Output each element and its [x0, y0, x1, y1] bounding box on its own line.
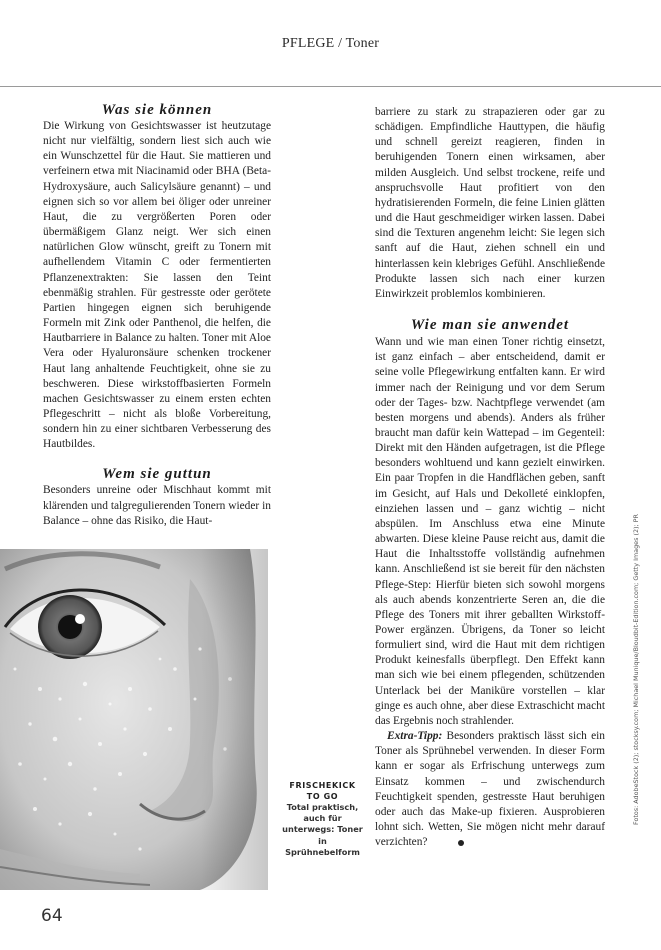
- paragraph-continued: barriere zu stark zu strapazieren oder gar zu schädigen. Empfindliche Hauttypen, die häufig und schnell gereizt reagieren, finden in beruhigenden Tonern einen wirksamen, aber milden Ausgleich. Und selbst trockene, reife und anspruchsvolle Haut profitiert von den hydratisierenden Formeln, die feine Linien glätten und die Haut geschmeidiger wirken lassen. Dabei sind die Texturen angenehm leicht: Sie legen sich sanft auf die Haut, ziehen schnell ein und hinterlassen kein klebriges Gefühl. Anschließende Produkte lassen sich nach einer kurzen Einwirkzeit problemlos kombinieren.: [375, 106, 605, 300]
- left-column: [43, 102, 271, 529]
- caption-text: Total praktisch, auch für unterwegs: Toner in Sprühnebelform: [282, 802, 363, 857]
- heading-wie-man-sie-anwendet: Wie man sie anwendet: [410, 317, 570, 334]
- extra-tipp-label: Extra-Tipp:: [387, 730, 443, 743]
- header-divider: [0, 86, 661, 87]
- caption-heading-line-2: TO GO: [306, 792, 339, 801]
- caption-heading-line-1: FRISCHEKICK: [289, 781, 356, 790]
- heading-wem-sie-guttun: Wem sie guttun: [102, 466, 212, 483]
- end-of-article-icon: [458, 840, 464, 846]
- paragraph-was-sie-koennen: Die Wirkung von Gesichtswasser ist heutzutage nicht nur vielfältig, sondern liest sich auch wie ein Wunschzettel für die Haut. Sie mattieren und verfeinern etwa mit Niacinamid oder BHA (Beta-Hydroxysäure, auch Salicylsäure genannt) – und eignen sich so vor allem bei öliger oder unreiner Haut, die zu vergrößerten Poren oder übermäßigem Glanz neigt. Wer sich einen natürlichen Glow wünscht, greift zu Tonern mit aufhellendem Vitamin C oder fermentierten Pflanzenextrakten: Sie lassen den Teint ebenmäßig strahlen. Für gestresste oder gerötete Partien hingegen eignen sich beruhigende Formeln mit Zink oder Panthenol, die helfen, die Hautbarriere in Balance zu halten. Toner mit Aloe Vera oder Hyaluronsäure schenken trockener Haut lang anhaltende Feuchtigkeit, ohne sie zu beschweren. Diese wirkstoffbasierten Formeln machen Gesichtswasser zu einem ersten echten Pflegeschritt – nicht als bloße Vorbereitung, sondern hin zu einer sichtbaren Verbesserung des Hautbildes.: [43, 120, 271, 451]
- page-header: [0, 0, 661, 88]
- paragraph-extra-tipp: [375, 729, 605, 850]
- photo-caption: [281, 780, 364, 858]
- paragraph-anwendung: Wann und wie man einen Toner richtig einsetzt, ist ganz einfach – aber entscheidend, damit er seine volle Pflegewirkung entfalten kann. Er wird immer nach der Reinigung und vor dem Serum oder der Tages- bzw. Nachtpflege verwendet (am besten morgens und abends). Anders als früher braucht man dafür kein Wattepad – im Gegenteil: Direkt mit den Händen aufgetragen, ist die Pflege besonders wohltuend und kann gezielt einwirken. Ein paar Tropfen in die Handflächen geben, sanft im Gesicht, auf Hals und Dekolleté einklopfen, einziehen lassen und – ganz wichtig – nicht abspülen. Im Anschluss etwa eine Minute abwarten. Diese kleine Pause reicht aus, damit die Haut die Inhaltsstoffe vollständig aufnehmen kann. Anschließend ist sie bereit für den nächsten Pflege-Step: Hierfür bieten sich sowohl morgens als auch abends konzentrierte Seren an, die die Pflege des Toners mit ihrer geballten Wirkstoff-Power ergänzen. Übrigens, da Toner so leicht formuliert sind, wird die Haut mit dem richtigen Produkt keinesfalls überpflegt. Den Effekt kann man sich wie bei einem pflegenden, schützenden Unterlack bei der Maniküre vorstellen – klar ginge es auch ohne, aber diese Extraschicht macht das Ergebnis noch strahlender.: [375, 336, 605, 727]
- page-number: 64: [41, 906, 63, 926]
- photo-credit-text: Fotos: AdobeStock (2); stocksy.com; Michael Munique/Bloudbit-Edition.com; Getty Images (2); PR: [632, 514, 640, 825]
- extra-tipp-text: Besonders praktisch lässt sich ein Toner als Sprühnebel verwenden. In dieser Form kann er sogar als Erfrischung unterwegs zum Einsatz kommen – und zwischendurch Feuchtigkeit spenden, gestresste Haut beruhigen oder auch das Make-up fixieren. Ausprobieren lohnt sich. Wetten, Sie mögen nicht mehr darauf verzichten?: [375, 730, 605, 849]
- heading-was-sie-koennen: Was sie können: [101, 102, 213, 118]
- paragraph-wem-sie-guttun: Besonders unreine oder Mischhaut kommt mit klärenden und talgregulierenden Tonern wieder in Balance – ohne das Risiko, die Haut-: [43, 484, 271, 527]
- face-photo: [0, 549, 268, 890]
- right-column: [375, 105, 605, 850]
- section-title: PFLEGE / Toner: [281, 36, 380, 51]
